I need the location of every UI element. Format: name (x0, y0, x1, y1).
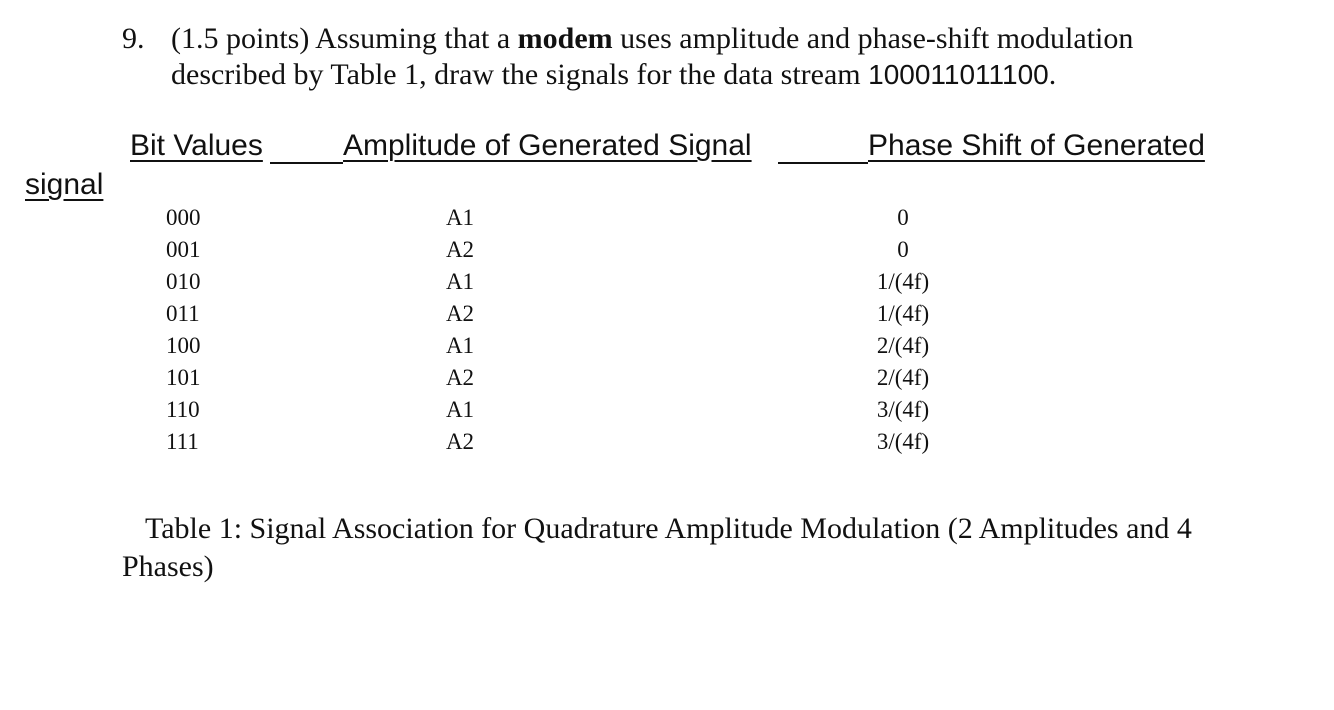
question-text-line2-prefix: described by Table 1, draw the signals for the data stream (171, 58, 869, 91)
phase-shift-cell: 1/(4f) (876, 301, 930, 326)
amplitude-cell: A2 (445, 365, 475, 390)
question-text-prefix: (1.5 points) Assuming that a (171, 22, 518, 55)
bit-value-cell: 010 (166, 269, 201, 294)
phase-shift-cell: 2/(4f) (876, 333, 930, 358)
header-bit-values: Bit Values (130, 129, 263, 162)
amplitude-cell: A2 (445, 301, 475, 326)
table-row (0, 301, 1334, 333)
phase-shift-cell: 0 (897, 237, 909, 262)
phase-shift-cell: 3/(4f) (876, 429, 930, 454)
bit-value-cell: 101 (166, 365, 201, 390)
table-row (0, 269, 1334, 301)
bit-value-cell: 011 (166, 301, 200, 326)
data-stream: 100011011100 (868, 59, 1049, 90)
question-text-line2 (171, 58, 1056, 92)
question-text-line1 (171, 22, 1133, 56)
phase-shift-cell: 2/(4f) (876, 365, 930, 390)
phase-shift-cell: 1/(4f) (876, 269, 930, 294)
header-amplitude: Amplitude of Generated Signal (343, 129, 752, 162)
question-text-suffix: uses amplitude and phase-shift modulation (612, 22, 1134, 55)
table-row (0, 429, 1334, 461)
bit-value-cell: 111 (166, 429, 199, 454)
table-row (0, 397, 1334, 429)
header-phase-shift-continued: signal (25, 168, 104, 201)
bit-value-cell: 000 (166, 205, 201, 230)
amplitude-cell: A1 (445, 333, 475, 358)
bit-value-cell: 100 (166, 333, 201, 358)
question-bold-term: modem (517, 22, 613, 55)
table-row (0, 365, 1334, 397)
bit-value-cell: 110 (166, 397, 200, 422)
question-number: 9. (122, 22, 145, 55)
amplitude-cell: A1 (445, 269, 475, 294)
table-row (0, 237, 1334, 269)
header-phase-shift: Phase Shift of Generated (868, 129, 1205, 162)
table-caption: Table 1: Signal Association for Quadrature Amplitude Modulation (2 Amplitudes and 4 Phases) (122, 512, 1192, 583)
amplitude-cell: A2 (445, 429, 475, 454)
amplitude-cell: A1 (445, 397, 475, 422)
question-text-line2-suffix: . (1048, 58, 1057, 91)
table-row (0, 333, 1334, 365)
amplitude-cell: A1 (445, 205, 475, 230)
phase-shift-cell: 3/(4f) (876, 397, 930, 422)
phase-shift-cell: 0 (897, 205, 909, 230)
header-underline-gap (270, 162, 343, 164)
amplitude-cell: A2 (445, 237, 475, 262)
table-row (0, 205, 1334, 237)
bit-value-cell: 001 (166, 237, 201, 262)
header-underline-gap (778, 162, 868, 164)
